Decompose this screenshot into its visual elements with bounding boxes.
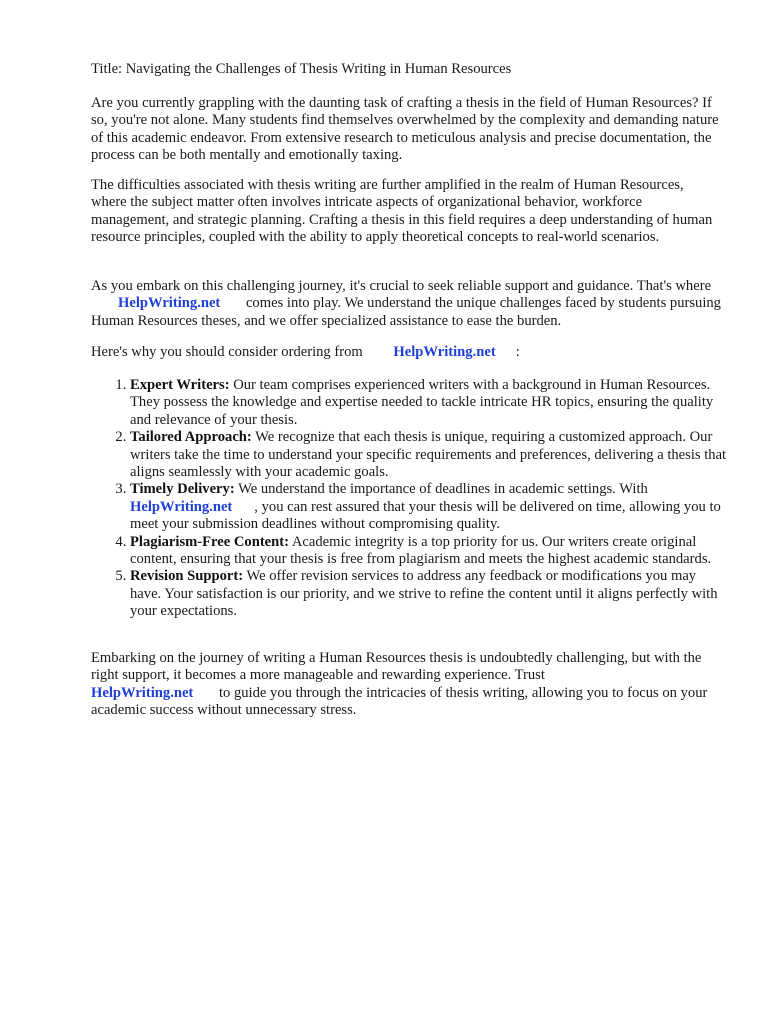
document-title: Title: Navigating the Challenges of Thesis Writing in Human Resources [91,61,512,77]
why-text-after: : [515,344,520,360]
support-text-after: comes into play. We understand the unique challenges faced by students pursuing Human Resources theses, and we offer specialized assistance to ease the burden. [91,295,721,329]
list-item-term: Expert Writers: [130,377,230,393]
list-item [130,377,730,429]
list-item-term: Revision Support: [130,568,244,585]
closing-text-after: to guide you through the intricacies of thesis writing, allowing you to focus on your academic success without unnecessary stress. [91,684,708,719]
intro-paragraph: Are you currently grappling with the daunting task of crafting a thesis in the field of Human Resources? If so, you're not alone. Many students find themselves overwhelmed by the complexity and demanding nature of this academic endeavor. From extensive research to meticulous analysis and precise documentation, the process can be both mentally and emotionally taxing. [91,95,719,164]
list-item [130,534,730,569]
list-item-text: Our team comprises experienced writers with a background in Human Resources. They possess the knowledge and expertise needed to tackle intricate HR topics, ensuring the quality and relevance of your thesis. [130,377,714,428]
helpwriting-link[interactable]: HelpWriting.net [130,498,233,515]
closing-text-before: Embarking on the journey of writing a Human Resources thesis is undoubtedly challenging, but with the right support, it becomes a more manageable and rewarding experience. Trust [91,650,702,684]
why-paragraph [91,344,721,361]
helpwriting-link[interactable]: HelpWriting.net [393,344,496,360]
benefits-list [91,377,730,621]
list-item-text: , you can rest assured that your thesis will be delivered on time, allowing you to meet your submission deadlines without compromising quality. [130,498,721,533]
helpwriting-link[interactable]: HelpWriting.net [91,684,194,701]
list-item [130,481,730,533]
list-item-term: Plagiarism-Free Content: [130,533,289,550]
list-item-text: We recognize that each thesis is unique, requiring a customized approach. Our writers take the time to understand your specific requirements and preferences, delivering a thesis that aligns seamlessly with your academic goals. [130,429,727,481]
support-text-before: As you embark on this challenging journey, it's crucial to seek reliable support and guidance. That's where [91,278,712,294]
list-item-text: We understand the importance of deadlines in academic settings. With [234,481,648,498]
list-item-text: We offer revision services to address any feedback or modifications you may have. Your satisfaction is our priority, and we strive to refine the content until it aligns perfectly with your expectations. [130,568,718,620]
closing-paragraph [91,650,721,720]
difficulties-paragraph: The difficulties associated with thesis writing are further amplified in the realm of Human Resources, where the subject matter often involves intricate aspects of organizational behavior, workforce management, and strategic planning. Crafting a thesis in this field requires a deep understanding of human resource principles, coupled with the ability to apply theoretical concepts to real-world scenarios. [91,177,713,246]
list-item-term: Tailored Approach: [130,429,252,446]
why-text-before: Here's why you should consider ordering from [91,344,363,360]
support-paragraph [91,278,721,330]
list-item [130,568,730,620]
helpwriting-link[interactable]: HelpWriting.net [118,295,221,312]
list-item [130,429,730,481]
list-item-term: Timely Delivery: [130,481,235,498]
list-item-text: Academic integrity is a top priority for us. Our writers create original content, ensuring that your thesis is free from plagiarism and meets the highest academic standards. [130,533,712,568]
